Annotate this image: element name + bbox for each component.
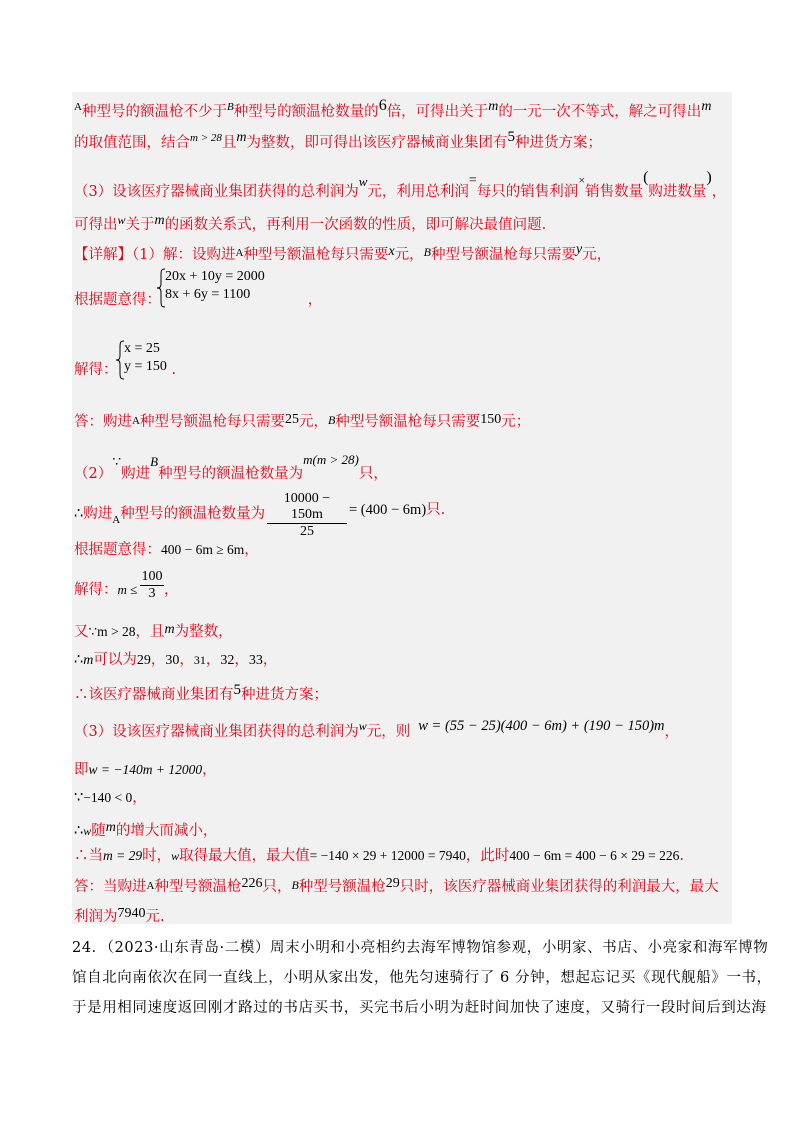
math: B xyxy=(226,101,234,113)
math: m > 28 xyxy=(190,132,222,144)
math: 30 xyxy=(165,653,180,668)
math: ( xyxy=(643,169,649,186)
text: 只， xyxy=(358,466,388,482)
math: 226 xyxy=(241,876,263,891)
math: 32 xyxy=(220,653,235,668)
text: 根据题意得： xyxy=(74,292,154,308)
math: 5 xyxy=(233,682,241,698)
text: 时， xyxy=(142,848,172,864)
text: 元，利用总利润 xyxy=(367,184,469,200)
math: w xyxy=(358,719,367,733)
text: 倍，可得出关于 xyxy=(386,104,489,120)
text: . xyxy=(171,362,177,378)
text: 种进货方案； xyxy=(241,687,328,703)
text: 答：购进 xyxy=(74,414,132,430)
text: ， xyxy=(711,184,727,200)
math: A xyxy=(74,101,82,113)
math: 5 xyxy=(507,129,515,145)
solution-line-21 xyxy=(74,874,719,897)
solution-line-8 xyxy=(74,410,530,432)
text: ，且 xyxy=(135,624,165,640)
text: 只. xyxy=(426,502,446,518)
math: 6 xyxy=(378,97,387,114)
math: w xyxy=(171,849,180,863)
numerator: 10000 − 150m xyxy=(283,491,331,522)
solution-line-22 xyxy=(74,904,165,927)
text: 种型号额温枪每只需要 xyxy=(243,247,389,263)
text: 的一元一次不等式，解之可得出 xyxy=(498,104,702,120)
math: ) xyxy=(706,169,712,186)
fraction xyxy=(267,491,347,540)
text: （2） xyxy=(74,466,113,482)
math: = xyxy=(468,173,477,188)
math: ∴ xyxy=(74,652,84,668)
solution-line-10-rhs xyxy=(349,500,445,520)
text: ， xyxy=(244,542,259,558)
math: m xyxy=(488,99,499,114)
math: 150 xyxy=(480,412,502,427)
text: 购进 xyxy=(83,506,113,522)
text: . xyxy=(679,848,685,864)
text: 种型号的额温枪数量的 xyxy=(233,104,379,120)
text: （3）设该医疗器械商业集团获得的总利润为 xyxy=(74,184,359,200)
text: 随 xyxy=(91,823,106,839)
math: = (400 − 6m) xyxy=(349,502,427,518)
text: 可得出 xyxy=(74,217,118,233)
text: ， xyxy=(234,652,249,668)
solution-line-7 xyxy=(74,360,176,380)
text: 为整数， xyxy=(174,624,233,640)
math: B xyxy=(423,245,431,259)
math: 33 xyxy=(248,653,263,668)
math: m(m > 28) xyxy=(303,452,359,467)
text: ， xyxy=(132,790,147,806)
text: 每只的销售利润 xyxy=(476,184,579,200)
denominator: 3 xyxy=(140,585,164,602)
math: A xyxy=(112,514,121,526)
math: ∵ xyxy=(112,455,122,470)
math: 25 xyxy=(284,412,299,427)
text: 可以为 xyxy=(93,652,137,668)
question-line-3: 于是用相同速度返回刚才路过的书店买书，买完书后小明为赶时间加快了速度，又骑行一段时间后到达海 xyxy=(72,1000,767,1016)
equation: x = 25 xyxy=(124,341,160,356)
solution-line-5 xyxy=(74,240,611,265)
text: （3）设该医疗器械商业集团获得的总利润为 xyxy=(74,724,359,740)
math: A xyxy=(132,415,140,427)
text: 解得： xyxy=(74,362,118,378)
solution-line-19 xyxy=(74,818,217,841)
math: ∵ xyxy=(74,790,84,806)
math: m ≤ xyxy=(117,582,138,597)
text: （1）解：设购进 xyxy=(132,247,236,263)
math: B xyxy=(327,413,336,427)
text: 的函数关系式，再利用一次函数的性质，即可解决最值问题. xyxy=(164,217,547,233)
text: 元， xyxy=(582,247,612,263)
math: w xyxy=(83,824,92,838)
solution-line-10 xyxy=(74,504,265,530)
math: = −140 × 29 + 12000 = 7940 xyxy=(309,848,466,863)
detail-label: 【详解】 xyxy=(74,247,132,263)
text: ∴该医疗器械商业集团有 xyxy=(74,687,234,703)
math: m xyxy=(164,622,175,637)
solution-line-16 xyxy=(74,716,679,742)
math: −140 < 0 xyxy=(83,790,133,805)
equation: 20x + 10y = 2000 xyxy=(165,269,265,284)
question-line-2: 馆自北向南依次在同一直线上，小明从家出发，他先匀速骑行了 6 分钟，想起忘记买《现代舰船》一书， xyxy=(72,970,772,986)
fraction xyxy=(140,569,164,602)
text: 为整数，即可得出该医疗器械商业集团有 xyxy=(246,135,508,151)
math: 400 − 6m = 400 − 6 × 29 = 226 xyxy=(509,848,680,863)
text: 取得最大值，最大值 xyxy=(179,848,310,864)
math: 7940 xyxy=(117,906,146,921)
text: 种型号额温枪每只需要 xyxy=(139,414,285,430)
math: 29 xyxy=(136,653,151,668)
text: ， xyxy=(262,652,278,668)
solution-line-11 xyxy=(74,540,259,560)
math: w xyxy=(117,213,126,227)
text: 的增大而减小， xyxy=(115,823,218,839)
text: 种型号额温枪 xyxy=(154,879,242,895)
math: × xyxy=(578,173,586,187)
text: 且 xyxy=(221,135,237,151)
math: B xyxy=(150,454,159,469)
text: 元，则 xyxy=(366,724,411,740)
question-line-1: 24．（2023·山东青岛·二模）周末小明和小亮相约去海军博物馆参观，小明家、书店、小亮家和海军博物 xyxy=(72,940,769,956)
math: y xyxy=(576,242,583,257)
text: 元， xyxy=(298,414,328,430)
math: 400 − 6m ≥ 6m xyxy=(161,542,245,557)
denominator: 25 xyxy=(267,523,347,540)
text: 关于 xyxy=(125,217,155,233)
text: 种型号的额温枪不少于 xyxy=(81,104,227,120)
solution-line-1 xyxy=(74,96,711,122)
equation: 8x + 6y = 1100 xyxy=(165,287,251,302)
text: 种型号额温枪 xyxy=(298,879,386,895)
solution-line-12 xyxy=(74,580,137,600)
text: 只， xyxy=(262,879,292,895)
text: 元. xyxy=(145,909,165,925)
text: 种型号的额温枪数量为 xyxy=(120,506,266,522)
equation: y = 150 xyxy=(124,359,167,374)
text: 元； xyxy=(501,414,531,430)
solution-line-15 xyxy=(74,680,328,705)
text: ， xyxy=(179,652,194,668)
text: 解得： xyxy=(74,582,118,598)
solution-line-17 xyxy=(74,760,217,780)
text: 即 xyxy=(74,762,89,778)
text: ∴当 xyxy=(74,848,103,864)
numerator: 100 xyxy=(141,569,163,584)
math: 29 xyxy=(385,876,400,891)
text: 销售数量 xyxy=(585,184,644,200)
solution-line-14 xyxy=(74,650,277,671)
math: x xyxy=(388,244,395,259)
solution-line-6 xyxy=(74,290,322,310)
math: ∵m > 28 xyxy=(88,624,136,639)
math: m xyxy=(701,99,712,114)
solution-line-20 xyxy=(74,846,684,866)
solution-line-18 xyxy=(74,788,147,808)
text: 只时，该医疗器械商业集团获得的利润最大，最大 xyxy=(399,879,719,895)
text: 根据题意得： xyxy=(74,542,161,558)
text: ， xyxy=(202,762,217,778)
math: m = 29 xyxy=(103,848,143,863)
math: w = (55 − 25)(400 − 6m) + (190 − 150)m xyxy=(418,718,665,734)
math: B xyxy=(291,878,299,892)
math: 31 xyxy=(193,653,206,667)
math: m xyxy=(105,820,116,835)
text: 答：当购进 xyxy=(74,879,147,895)
math: m xyxy=(83,653,94,668)
text: ， xyxy=(150,652,166,668)
math: w = −140m + 12000 xyxy=(88,762,203,777)
text: 种型号的额温枪数量为 xyxy=(158,466,304,482)
solution-line-4 xyxy=(74,210,546,235)
math: A xyxy=(146,880,155,892)
text: ， xyxy=(664,724,680,740)
text: 的取值范围，结合 xyxy=(74,135,190,151)
text: ， xyxy=(205,652,221,668)
text: 利润为 xyxy=(74,909,118,925)
math: m xyxy=(154,213,165,228)
solution-line-12-end xyxy=(164,580,179,600)
text: ， xyxy=(164,582,179,598)
text: ，此时 xyxy=(465,848,510,864)
solution-line-13 xyxy=(74,620,233,642)
math: A xyxy=(235,247,244,259)
text: 又 xyxy=(74,624,89,640)
text: ， xyxy=(307,292,323,308)
text: 购进数量 xyxy=(648,184,707,200)
math: ∴ xyxy=(74,823,84,839)
text: 种进货方案； xyxy=(515,135,602,151)
text: 元， xyxy=(394,247,424,263)
solution-line-2 xyxy=(74,127,602,153)
text: 购进 xyxy=(121,466,151,482)
solution-line-9 xyxy=(74,450,388,484)
solution-line-3 xyxy=(74,168,726,202)
math: ∴ xyxy=(74,506,84,522)
math: w xyxy=(358,174,368,189)
text: 种型号额温枪每只需要 xyxy=(431,247,576,263)
math: m xyxy=(236,130,247,145)
text: 种型号额温枪每只需要 xyxy=(335,414,481,430)
